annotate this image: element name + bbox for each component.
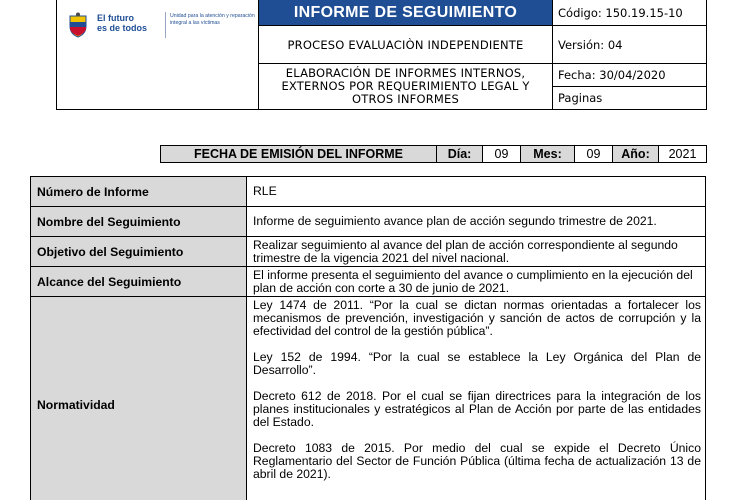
regulation-item: Ley 152 de 1994. “Por la cual se establece la Ley Orgánica del Plan de Desarrollo”.: [253, 350, 701, 377]
table-row: [31, 267, 706, 297]
document-code: Código: 150.19.15-10: [553, 0, 707, 26]
tracking-name-value: Informe de seguimiento avance plan de acción segundo trimestre de 2021.: [247, 207, 706, 237]
date-pages-cell: [553, 64, 707, 110]
table-row: [31, 297, 706, 500]
regulation-label: Normatividad: [31, 297, 247, 500]
day-label: Día:: [437, 146, 483, 163]
year-label: Año:: [613, 146, 659, 163]
report-number-label: Número de Informe: [31, 177, 247, 207]
document-pages: Paginas: [558, 91, 603, 105]
table-row: [31, 177, 706, 207]
month-value: 09: [575, 146, 613, 163]
regulation-item: Ley 1474 de 2011. “Por la cual se dictan normas orientadas a fortalecer los mecanismos de prevención, investigación y sanción de actos de corrupción y la efectividad del control de la gestión pública”.: [253, 298, 701, 338]
tracking-name-label: Nombre del Seguimiento: [31, 207, 247, 237]
brand-text: El futuro es de todos: [97, 13, 148, 33]
document-version: Versión: 04: [553, 26, 707, 64]
logo: [57, 0, 258, 109]
emission-date-bar: [160, 145, 707, 163]
scope-value: El informe presenta el seguimiento del avance o cumplimiento en la ejecución del plan de acción con corte a 30 de junio de 2021.: [247, 267, 706, 297]
document-title: INFORME DE SEGUIMIENTO: [259, 0, 553, 26]
month-label: Mes:: [521, 146, 575, 163]
report-number-value: RLE: [247, 177, 706, 207]
report-info-table: [30, 176, 706, 500]
scope-label: Alcance del Seguimiento: [31, 267, 247, 297]
emission-label: FECHA DE EMISIÓN DEL INFORME: [161, 146, 437, 163]
subprocess-name: ELABORACIÓN DE INFORMES INTERNOS, EXTERNOS POR REQUERIMIENTO LEGAL Y OTROS INFORMES: [259, 64, 553, 110]
table-row: [31, 237, 706, 267]
objective-label: Objetivo del Seguimiento: [31, 237, 247, 267]
coat-of-arms-icon: [67, 12, 89, 38]
document-date: Fecha: 30/04/2020: [553, 64, 706, 87]
unit-text: Unidad para la atención y reparación integral a las víctimas: [170, 13, 255, 26]
day-value: 09: [483, 146, 521, 163]
table-row: [31, 207, 706, 237]
document-header: [56, 0, 707, 110]
year-value: 2021: [659, 146, 707, 163]
logo-cell: [57, 0, 259, 110]
logo-divider: [165, 12, 166, 38]
regulation-item: Decreto 1083 de 2015. Por medio del cual se expide el Decreto Único Reglamentario del Sector de Función Pública (última fecha de actualización 13 de abril de 2021).: [253, 441, 701, 481]
regulation-item: Decreto 612 de 2018. Por el cual se fijan directrices para la integración de los planes institucionales y estratégicos al Plan de Acción por parte de las entidades del Estado.: [253, 389, 701, 429]
regulation-value: [247, 297, 706, 500]
objective-value: Realizar seguimiento al avance del plan de acción correspondiente al segundo trimestre de la vigencia 2021 del nivel nacional.: [247, 237, 706, 267]
process-name: PROCESO EVALUACIÒN INDEPENDIENTE: [259, 26, 553, 64]
